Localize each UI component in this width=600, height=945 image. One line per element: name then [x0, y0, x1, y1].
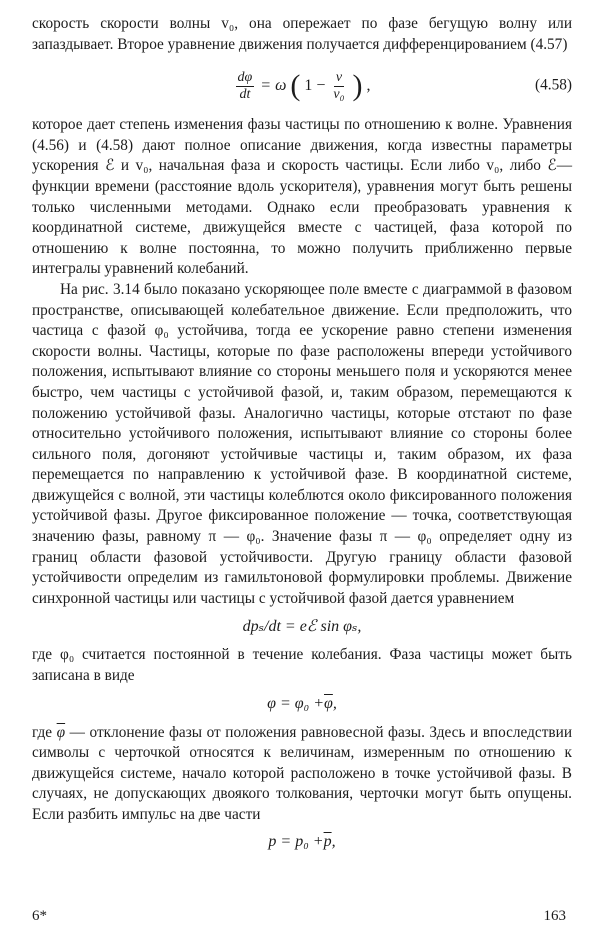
paragraph-5-text: отклонение фазы от положения равновесной фазы. Здесь и впоследствии символы с черточкой относятся к величинам, измеренным по отношению к движущейся системе, начало которой расположено в точке устойчивой фазы. В случаях, не допускающих двоякого толкования, черточки могут быть опущены. Если разбить импульс на две части [32, 723, 572, 823]
fraction-numerator: v [335, 69, 343, 85]
signature-mark: 6* [32, 908, 47, 924]
fraction-dphi-dt [236, 70, 255, 103]
paragraph-4: где φ₀ считается постоянной в течение колебания. Фаза частицы может быть записана в виде [32, 646, 572, 685]
fraction-numerator: dφ [237, 69, 253, 85]
equation-phi [32, 687, 572, 723]
equation-p-end: , [331, 833, 336, 851]
equation-4-58 [32, 59, 572, 113]
equation-phi-left: φ = φ₀ + [267, 695, 324, 713]
fraction-v-v0 [331, 70, 346, 103]
equation-p-bar: $\overline{p}$ [323, 833, 332, 851]
paragraph-5-dash: — [65, 723, 90, 741]
equals-omega: = ω [260, 76, 287, 94]
equation-number: (4.58) [535, 76, 572, 94]
one-minus: 1 − [304, 76, 326, 94]
equation-comma: , [366, 76, 371, 94]
equation-p-left: p = p₀ + [268, 833, 324, 851]
right-paren-glyph: ) [352, 69, 363, 103]
paragraph-5 [32, 723, 572, 826]
paragraph-1: скорость скорости волны v₀, она опережает по фазе бегущую волну или запаздывает. Второе уравнение движения получается дифференцированием (4.57) [32, 15, 572, 53]
fraction-denominator: dt [239, 86, 251, 102]
left-paren-glyph: ( [290, 69, 301, 103]
equation-p [32, 826, 572, 860]
page-number: 163 [543, 908, 566, 924]
equation-dp-dt: dpₛ/dt = eℰ sin φₛ, [242, 618, 362, 636]
equation-phi-end: , [332, 695, 337, 713]
paragraph-3: На рис. 3.14 было показано ускоряющее поле вместе с диаграммой в фазовом пространстве, описывающей колебательное движение. Если предположить, что частица с фазой φ₀ устойчива, тогда ее ускорение равно степени изменения скорости волны. Частицы, которые по фазе расположены впереди устойчивого положения, испытывают влияние со стороны меньшего поля и ускоряются менее быстро, чем частицы с устойчивой фазой, и, таким образом, перемещаются к положению устойчивой фазы. Аналогично частицы, которые отстают по фазе относительно устойчивого положения, испытывают влияние со стороны более сильного поля, догоняют устойчивые частицы и, таким образом, их фаза перемещается по направлению к устойчивой фазе. В координатной системе, движущейся с волной, эти частицы колеблются около фиксированного положения устойчивой фазы. Другое фиксированное положение — точка, соответствующая значению фазы, равному π — φ₀. Значение фазы π — φ₀ определяет одну из границ области фазовой устойчивости. Другую границу области фазовой устойчивости определим из гамильтоновой формулировки проблемы. Движение синхронной частицы или частицы с устойчивой фазой дается уравнением [32, 280, 572, 607]
paragraph-5-gde: где [32, 723, 53, 741]
paragraph-5-phi-bar: $\overline{\varphi}$ [56, 723, 66, 741]
fraction-denominator: v₀ [333, 86, 345, 102]
paragraph-2: которое дает степень изменения фазы частицы по отношению к волне. Уравнения (4.56) и (4.58) дают полное описание движения, когда известны параметры ускорения ℰ и v₀, начальная фаза и скорость частицы. Если либо v₀, либо ℰ—функции времени (расстояние вдоль ускорителя), уравнения могут быть решены только численными методами. Однако если преобразовать уравнения к координатной системе, движущейся вместе с частицей, фаза которой по отношению к волне постоянна, то можно получить приближенно первые интегралы уравнений колебаний. [32, 116, 572, 278]
equation-phi-bar: $\overline{\varphi}$ [324, 695, 333, 713]
page-footer [32, 906, 566, 927]
